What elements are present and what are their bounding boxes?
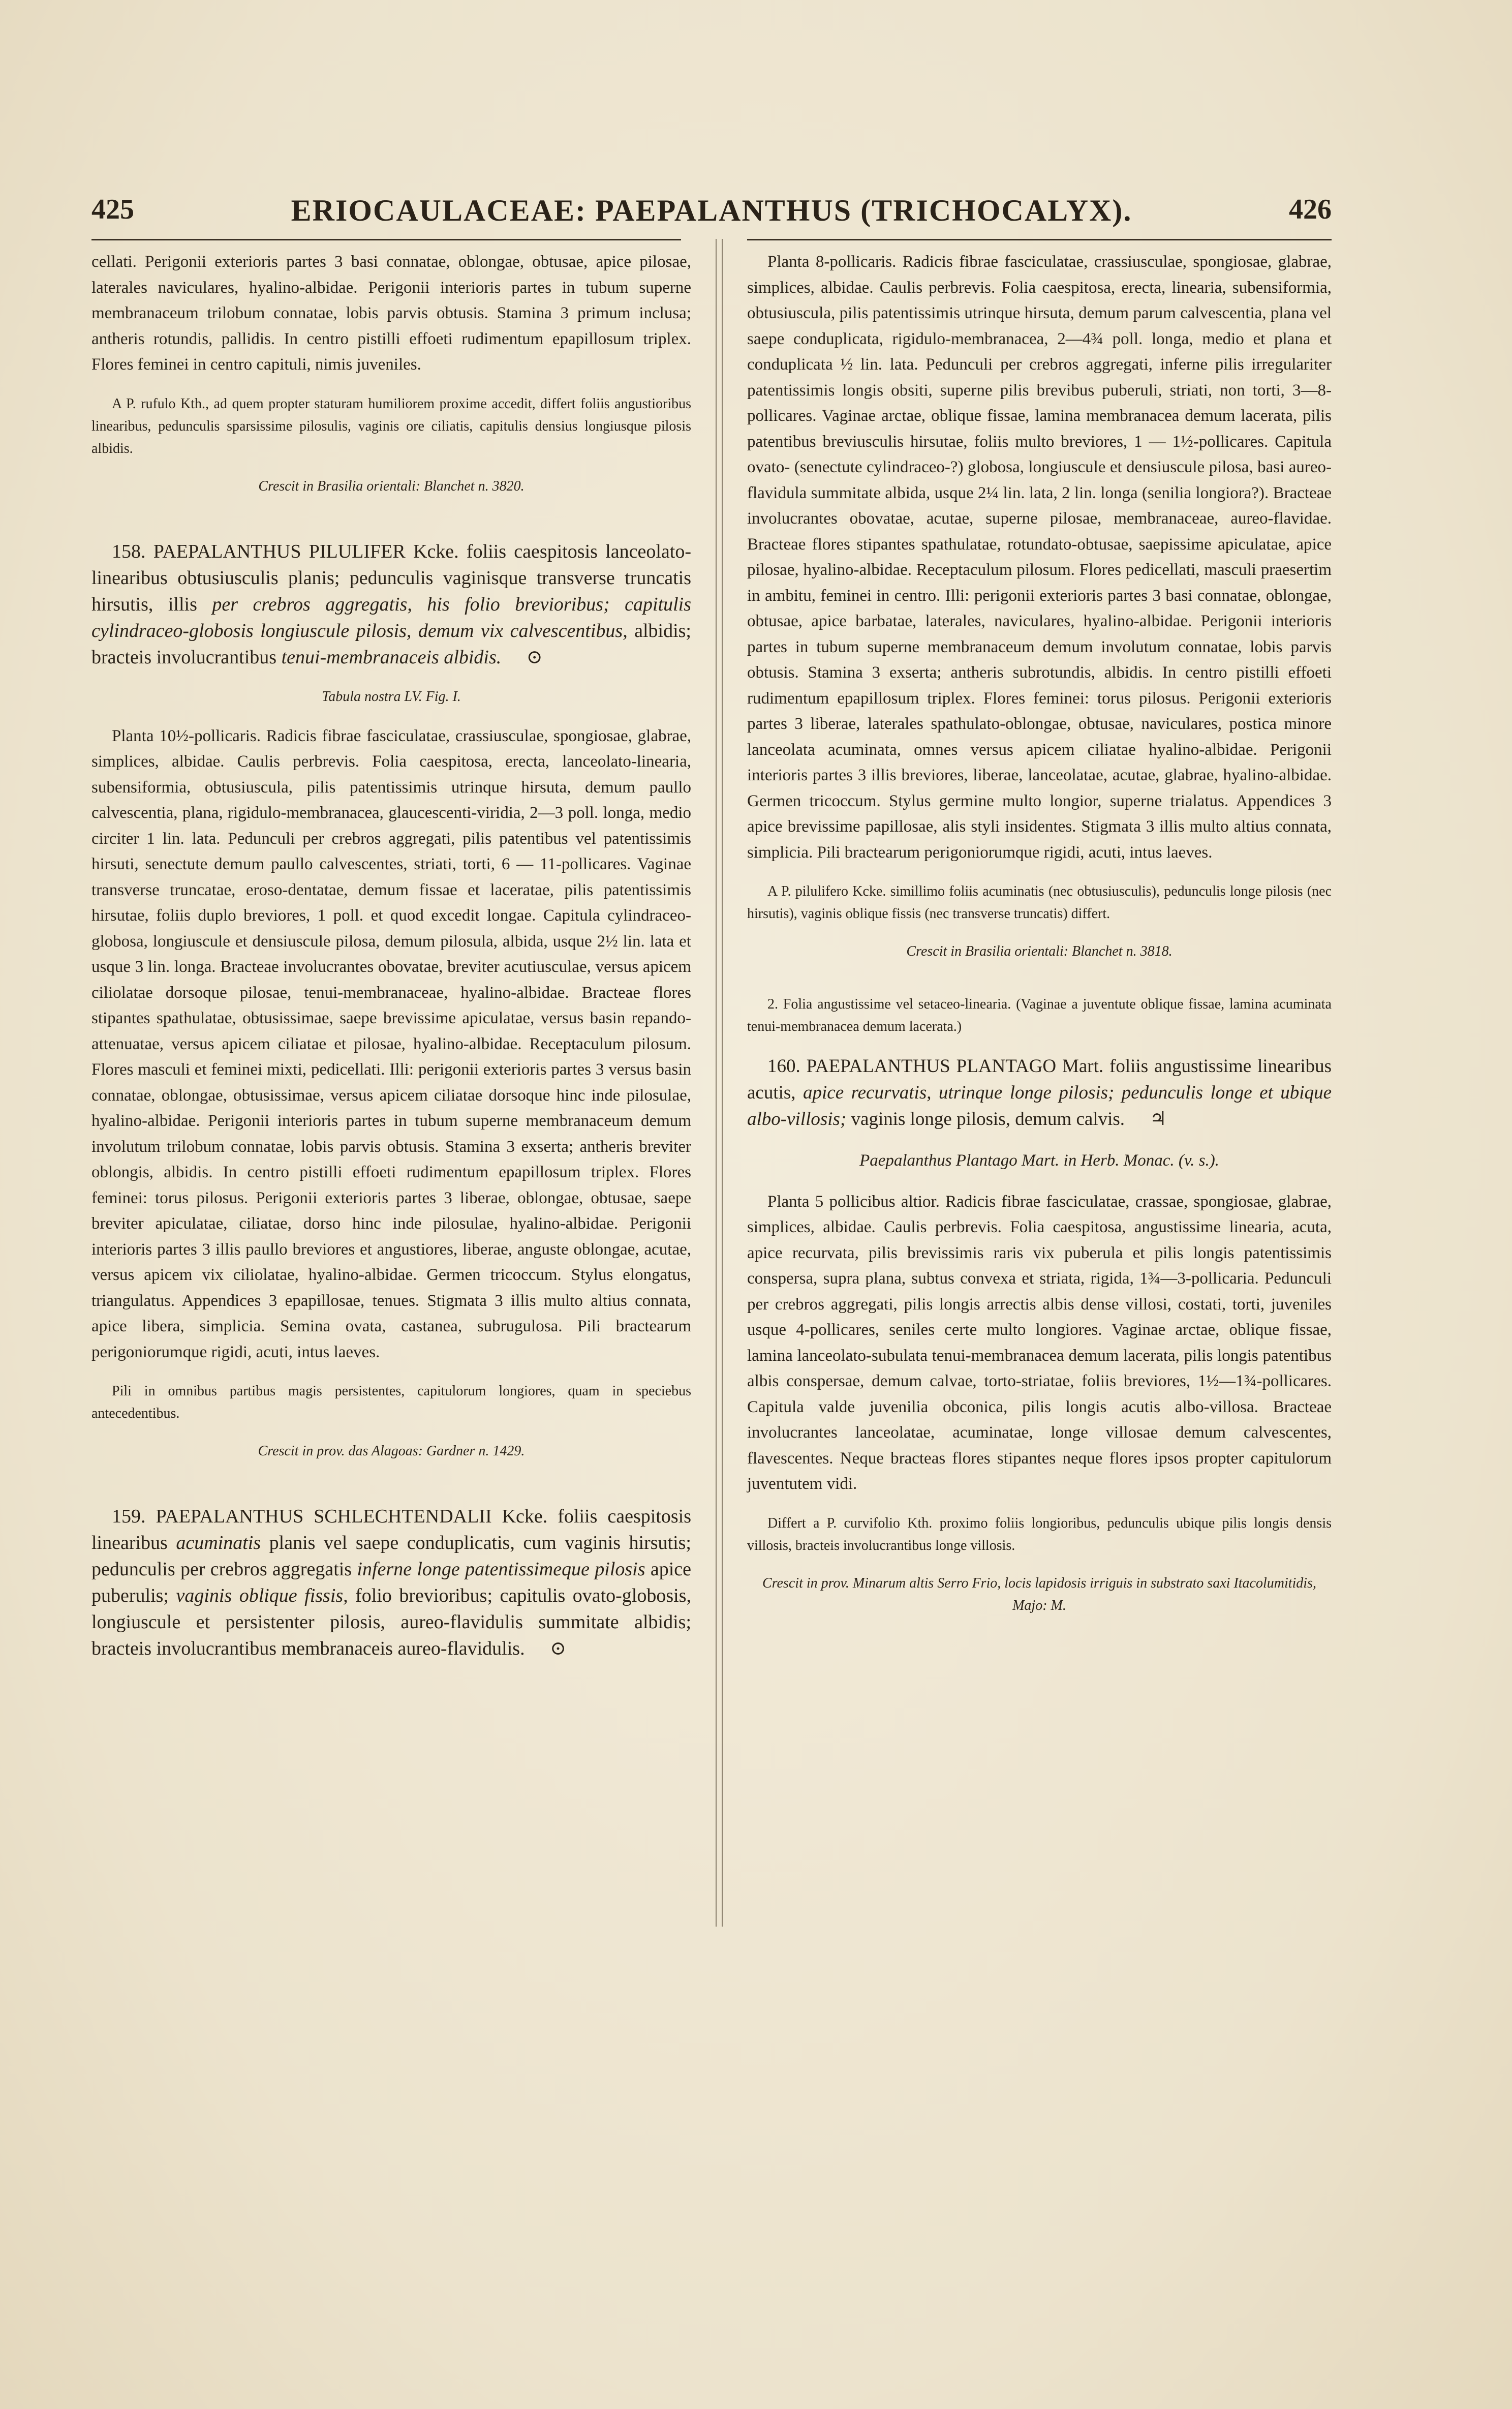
note-comparison: A P. pilulifero Kcke. simillimo foliis acuminatis (nec obtusiusculis), pedunculis longe pilosis (nec hirsutis), vaginis oblique fissis (nec transverse truncatis) differt. [747, 883, 1332, 922]
species-158-heading: 158. PAEPALANTHUS PILULIFER Kcke. foliis caespitosis lanceolato-linearibus obtusiusculis planis; pedunculis vaginisque transverse truncatis hirsutis, illis [91, 540, 691, 615]
species-158-diagnosis-tail-italic: tenui-membranaceis albidis. [281, 646, 502, 668]
species-159-heading: 159. PAEPALANTHUS SCHLECHTENDALII Kcke. foliis caespitosis linearibus [91, 1506, 691, 1553]
page-number-left: 425 [91, 194, 134, 225]
perennial-symbol-icon: ⊙ [526, 646, 543, 668]
species-159-text-1: planis vel saepe conduplicatis, cum vaginis hirsutis; pedunculis per crebros aggregatis [91, 1532, 691, 1580]
note-comparison: A P. rufulo Kth., ad quem propter staturam humiliorem proxime accedit, differt foliis angustioribus linearibus, pedunculis sparsissime pilosulis, vaginis ore ciliatis, capitulis densius longiusque pilosis albidis. [91, 395, 691, 456]
species-160-diagnosis [747, 1053, 1332, 1133]
species-158-diagnosis [91, 538, 691, 670]
locality-note: Crescit in prov. das Alagoas: Gardner n. 1429. [258, 1443, 525, 1459]
species-158-description: Planta 10½-pollicaris. Radicis fibrae fasciculatae, crassiusculae, spongiosae, glabrae, simplices, albidae. Caulis perbrevis. Folia caespitosa, erecta, lanceolato-linearia, subensiformia, obtusiuscula, pilis patentissimis utrinque hirsuta, demum paullo calvescentia, plana, rigidulo-membranacea, glaucescenti-viridia, 2—3 poll. longa, medio circiter 1 lin. lata. Pedunculi per crebros aggregati, pilis patentibus vel patentissimis hirsuti, senectute demum paullo calvescentes, striati, torti, 6 — 11-pollicares. Vaginae transverse truncatae, eroso-dentatae, demum fissae et laceratae, pilis patentissimis hirsutae, foliis duplo breviores, 1 poll. et quod excedit longae. Capitula cylindraceo-globosa, longiuscule et densiuscule pilosa, demum pilosula, albida, usque 2½ lin. lata et usque 3 lin. longa. Bracteae involucrantes obovatae, breviter acutiusculae, versus apicem ciliolatae dorsoque pilosae, tenui-membranaceae, hyalino-albidae. Bracteae flores stipantes spathulatae, obtusissimae, saepe brevissime apiculatae, versus basin repando-attenuatae, versus apicem ciliatae et pilosae, hyalino-albidae. Receptaculum pilosum. Flores masculi et feminei mixti, pedicellati. Illi: perigonii exterioris partes 3 versus basin connatae, oblongae, obtusissimae, versus apicem ciliatae dorsoque hinc inde pilosulae, hyalino-albidae. Perigonii interioris partes in tubum superne membranaceum demum involutum trilobum connatae, lobis parvis obtusis. Stamina 3 exserta; antheris breviter oblongis, albidis. In centro pistilli effoeti rudimentum epapillosum triplex. Flores feminei: torus pilosus. Perigonii exterioris partes 3 liberae, oblongae, obtusae, saepe breviter apiculatae, ciliatae, dorso hinc inde pilosulae, hyalino-albidae. Perigonii interioris partes 3 illis paullo breviores et angustiores, liberae, anguste oblongae, acutae, versus apicem vix ciliolatae, hyalino-albidae. Germen tricoccum. Stylus elongatus, triangulatus. Appendices 3 epapillosae, tenues. Stigmata 3 illis multo altius connata, apice libera, simplicia. Semina ovata, castanea, subrugulosa. Pili bractearum perigoniorumque rigidi, acuti, intus laeves. [91, 726, 691, 1361]
section-heading: 2. Folia angustissime vel setaceo-linearia. (Vaginae a juventute oblique fissae, lamina acuminata tenui-membranacea demum lacerata.) [747, 996, 1332, 1034]
species-159-text-3: folio brevioribus; capitulis ovato-globosis, longiuscule et persistenter pilosis, aureo-flavidulis summitate albidis; bracteis involucrantibus membranaceis aureo-flavidulis. [91, 1585, 691, 1659]
perennial-symbol-icon: ⊙ [550, 1638, 566, 1659]
species-159-italic-1: acuminatis [176, 1532, 261, 1553]
locality-note: Crescit in Brasilia orientali: Blanchet n. 3818. [906, 943, 1172, 959]
species-158-diagnosis-tail: albidis; bracteis involucrantibus [91, 620, 691, 668]
species-159-italic-3: vaginis oblique fissis, [176, 1585, 348, 1606]
header-rule-right [747, 239, 1332, 240]
species-160-description: Planta 5 pollicibus altior. Radicis fibrae fasciculatae, crassae, spongiosae, glabrae, simplices, albidae. Caulis perbrevis. Folia caespitosa, angustissime linearia, acuta, apice recurvata, pilis brevissimis raris vix puberula et pilis longis patentissimis conspersa, supra plana, subtus convexa et striata, rigida, 1¾—3-pollicaria. Pedunculi per crebros aggregati, pilis longis arrectis albis dense villosi, costati, torti, juveniles usque 4-pollicares, seniles certe multo longiores. Vaginae arctae, oblique fissae, lamina lanceolato-subulata tenui-membranacea demum lacerata, pilis longis patentibus albis conspersae, demum calvae, torto-striatae, foliis breviores, 1½—1¾-pollicares. Capitula valde juvenilia obconica, pilis longis acutis albo-villosa. Bracteae involucrantes lanceolatae, acuminatae, longe villosae demum calvescentes, flavescentes. Neque bracteas flores stipantes neque flores ipsos propter capitulorum juventutem vidi. [747, 1192, 1332, 1493]
column-divider [716, 239, 717, 1927]
jupiter-perennial-icon: ♃ [1150, 1109, 1167, 1130]
species-160-heading: 160. PAEPALANTHUS PLANTAGO Mart. foliis angustissime linearibus acutis, [747, 1056, 1332, 1103]
synonym-line: Paepalanthus Plantago Mart. in Herb. Monac. (v. s.). [859, 1151, 1219, 1170]
species-159-description: Planta 8-pollicaris. Radicis fibrae fasciculatae, crassiusculae, spongiosae, glabrae, simplices, albidae. Caulis perbrevis. Folia caespitosa, erecta, linearia, subensiformia, obtusiuscula, pilis patentissimis utrinque hirsuta, demum parum calvescentia, plana vel saepe conduplicata, rigidulo-membranacea, 2—4¾ poll. longa, medio et plana et conduplicata ½ lin. lata. Pedunculi per crebros aggregati, inferne pilis irregulariter patentissimis longis obsiti, superne pilis brevibus puberuli, striati, non torti, 3—8-pollicares. Vaginae arctae, oblique fissae, lamina membranacea demum lacerata, pilis patentibus breviusculis hirsutae, foliis multo breviores, 1 — 1½-pollicares. Capitula ovato- (senectute cylindraceo-?) globosa, longiuscule et densiuscule pilosa, basi aureo-flavidula summitate albida, usque 2¼ lin. lata, 2 lin. longa (senilia longiora?). Bracteae involucrantes obovatae, acutae, superne pilosae, membranaceae, aureo-flavidae. Bracteae flores stipantes spathulatae, rotundato-obtusae, saepissime apiculatae, apice pilosae, hyalino-albidae. Receptaculum pilosum. Flores pedicellati, masculi praesertim in ambitu, feminei in centro. Illi: perigonii exterioris partes 3 basi connatae, oblongae, obtusae, apice barbatae, laterales, naviculares, hyalino-albidae. Perigonii interioris partes in tubum superne membranaceum demum involutum connatae, lobis parvis obtusis. Stamina 3 exserta; antheris subrotundis, albidis. In centro pistilli effoeti rudimentum epapillosum triplex. Flores feminei: torus pilosus. Perigonii exterioris partes 3 liberae, laterales spathulato-oblongae, obtusae, naviculares, postica minore lanceolata acuminata, omnes versus apicem ciliatae hyalino-albidae. Perigonii interioris partes 3 illis breviores, liberae, lanceolatae, acutae, glabrae, hyalino-albidae. Germen tricoccum. Stylus germine multo longior, superne trialatus. Appendices 3 apice brevissime papillosae, alis styli insidentes. Stigmata 3 illis multo altius connata, simplicia. Pili bractearum perigoniorumque rigidi, acuti, intus laeves. [747, 253, 1332, 862]
paragraph-continuation: cellati. Perigonii exterioris partes 3 basi connatae, oblongae, obtusae, apice pilosae, laterales naviculares, hyalino-albidae. Perigonii interioris partes in tubum superne membranaceum trilobum connatae, lobis parvis obtusis. Stamina 3 primum inclusa; antheris rotundis, pallidis. In centro pistilli effoeti rudimentum epapillosum triplex. Flores feminei in centro capituli, nimis juveniles. [91, 253, 691, 374]
right-column [747, 249, 1332, 1617]
species-159-diagnosis [91, 1503, 691, 1662]
column-divider-2 [722, 239, 723, 1927]
note-differs: Differt a P. curvifolio Kth. proximo foliis longioribus, pedunculis ubique pilis longis densis villosis, bracteis involucrantibus longe villosis. [747, 1515, 1332, 1553]
plate-reference: Tabula nostra LV. Fig. I. [322, 688, 461, 705]
page-number-right: 426 [1289, 194, 1332, 225]
species-160-italic: apice recurvatis, utrinque longe pilosis; pedunculis longe et ubique albo-villosis; [747, 1082, 1332, 1130]
species-160-tail: vaginis longe pilosis, demum calvis. [851, 1109, 1125, 1130]
species-158-diagnosis-italic: per crebros aggregatis, his folio brevioribus; capitulis cylindraceo-globosis longiuscule pilosis, demum vix calvescentibus, [91, 593, 692, 642]
left-column [91, 249, 691, 1662]
running-title: ERIOCAULACEAE: PAEPALANTHUS (TRICHOCALYX). [291, 194, 1132, 227]
locality-note: Crescit in prov. Minarum altis Serro Frio, locis lapidosis irriguis in substrato saxi Itacolumitidis, Majo: M. [762, 1575, 1316, 1613]
species-159-italic-2: inferne longe patentissimeque pilosis [357, 1559, 645, 1580]
note-hairs: Pili in omnibus partibus magis persistentes, capitulorum longiores, quam in speciebus antecedentibus. [91, 1383, 691, 1421]
species-159-text-2: apice puberulis; [91, 1559, 692, 1606]
page-header [91, 193, 1332, 234]
header-rule-left [91, 239, 681, 240]
locality-note: Crescit in Brasilia orientali: Blanchet n. 3820. [258, 478, 524, 494]
